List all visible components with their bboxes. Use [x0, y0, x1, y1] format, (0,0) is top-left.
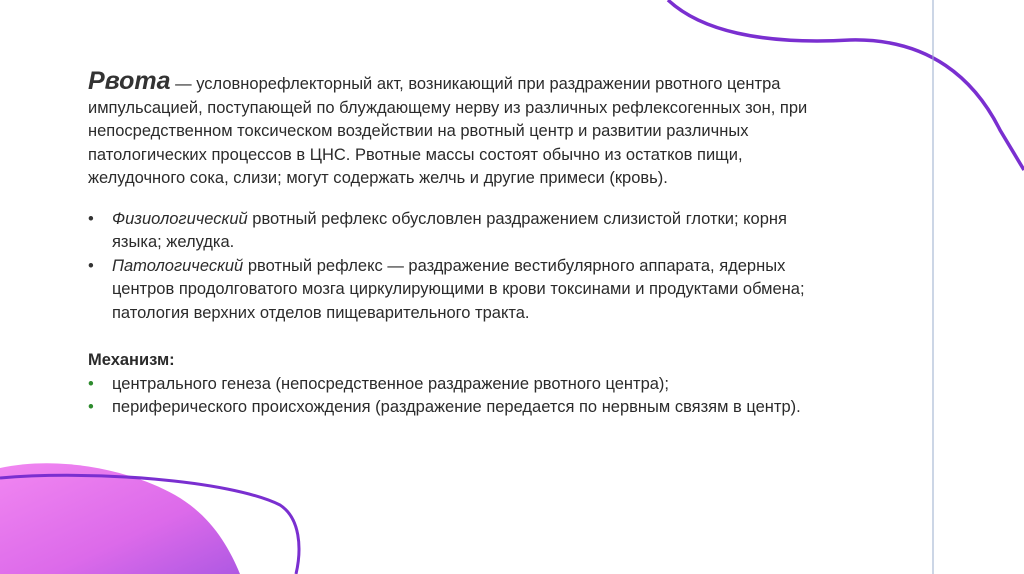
reflex-text: рвотный рефлекс обусловлен раздражением слизистой глотки; корня языка; желудка.: [112, 209, 787, 251]
mechanism-heading: Механизм:: [88, 351, 175, 369]
mechanism-text: периферического происхождения (раздражение передается по нервным связям в центр).: [112, 398, 801, 416]
bullet-icon: •: [88, 209, 94, 228]
gradient-blob: [0, 463, 240, 574]
slide-content: [88, 67, 828, 420]
list-item: [88, 255, 828, 326]
list-item: [88, 373, 828, 397]
reflex-term: Патологический: [112, 256, 244, 275]
slide-title: Рвота: [88, 67, 171, 95]
reflex-list: [88, 208, 828, 326]
reflex-term: Физиологический: [112, 209, 248, 228]
bullet-icon: •: [88, 256, 94, 275]
mechanism-text: центрального генеза (непосредственное раздражение рвотного центра);: [112, 374, 669, 393]
list-item: [88, 208, 828, 255]
mechanism-list: [88, 373, 828, 420]
bullet-icon: •: [88, 398, 94, 416]
intro-paragraph: [88, 67, 828, 191]
bullet-icon: •: [88, 374, 94, 393]
reflex-text: рвотный рефлекс — раздражение вестибулярного аппарата, ядерных центров продолговатого мозга циркулирующими в крови токсинами и продуктами обмена; патология верхних отделов пищеварительного тракта.: [112, 256, 805, 322]
list-item: [88, 396, 828, 420]
intro-text: — условнорефлекторный акт, возникающий при раздражении рвотного центра импульсацией, поступающей по блуждающему нерву из различных рефлексогенных зон, при непосредственном токсическом воздействии на рвотный центр и развитии различных патологических процессов в ЦНС. Рвотные массы состоят обычно из остатков пищи, желудочного сока, слизи; могут содержать желчь и другие примеси (кровь).: [88, 75, 808, 187]
